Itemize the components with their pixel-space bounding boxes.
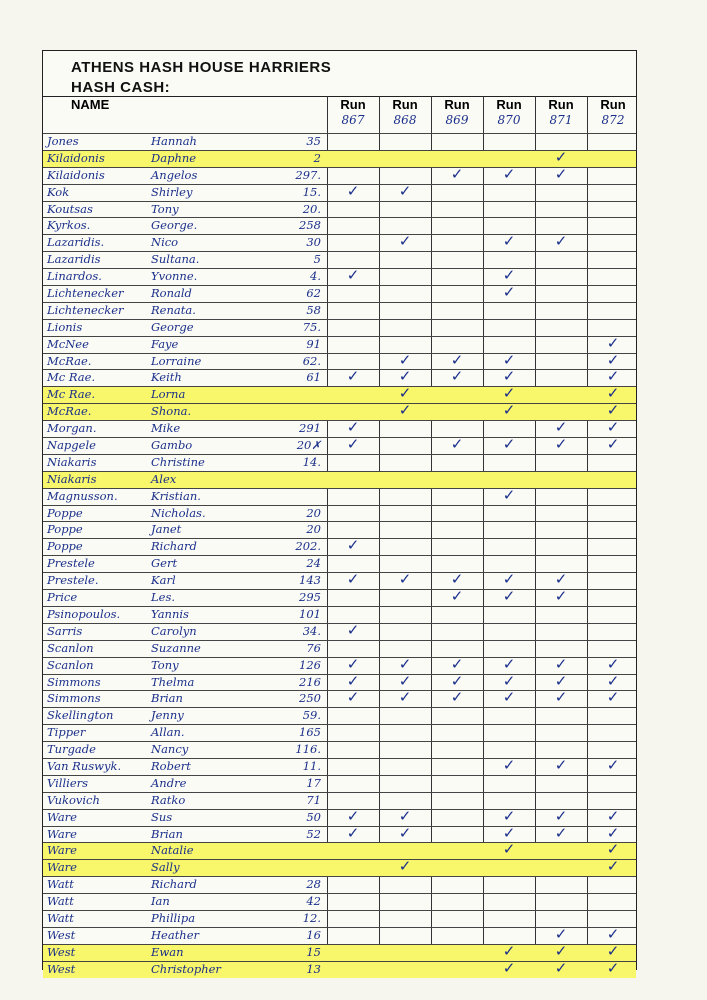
first-name: Heather [151,927,200,942]
attendance-tick-icon: ✓ [502,164,516,183]
attendance-tick-icon: ✓ [502,401,516,420]
first-name: Ian [151,894,170,909]
table-row [43,268,636,285]
table-row [43,538,636,555]
first-name: Alex [151,471,177,486]
first-name: Nicholas. [151,505,206,520]
first-name: Hannah [151,134,197,148]
run-count: 61 [306,370,321,385]
last-name: Tipper [47,725,86,740]
attendance-tick-icon: ✓ [554,164,568,183]
attendance-tick-icon: ✓ [346,570,360,589]
first-name: Shona. [151,404,192,419]
attendance-tick-icon: ✓ [554,941,568,960]
first-name: Ronald [151,286,192,301]
last-name: Mc Rae. [47,387,96,402]
run-count: 76 [306,640,321,655]
attendance-tick-icon: ✓ [502,485,516,504]
last-name: Turgade [47,742,96,757]
attendance-tick-icon: ✓ [606,823,620,842]
first-name: George. [151,218,198,233]
first-name: Brian [151,826,183,841]
table-row [43,876,636,893]
attendance-tick-icon: ✓ [398,857,412,876]
attendance-tick-icon: ✓ [554,147,568,166]
last-name: Watt [47,894,74,909]
first-name: Tony [151,201,179,216]
attendance-tick-icon: ✓ [346,688,360,707]
run-label: Run [340,97,366,112]
first-name: Thelma [151,674,195,689]
attendance-tick-icon: ✓ [606,367,620,386]
run-label: Run [392,97,418,112]
run-count: 59. [302,708,321,723]
run-count: 30 [306,235,321,250]
attendance-tick-icon: ✓ [606,418,620,437]
sheet-subtitle: HASH CASH: [71,79,171,96]
last-name: Kyrkos. [47,218,91,233]
last-name: Lichtenecker [47,286,124,301]
first-name: Ewan [151,944,184,959]
run-header [535,97,587,127]
run-count: 2 [313,150,321,165]
run-count: 28 [306,877,321,892]
run-count: 58 [306,302,321,317]
run-count: 91 [306,336,321,351]
table-row [43,958,636,978]
first-name: Sultana. [151,252,200,267]
run-number: 868 [393,113,417,127]
last-name: Simmons [47,691,101,706]
last-name: West [47,944,76,959]
table-row [43,181,636,201]
table-row [43,386,636,403]
first-name: Christopher [151,961,221,976]
last-name: Niakaris [47,454,97,469]
attendance-tick-icon: ✓ [398,181,412,200]
run-count: 15. [302,184,321,199]
attendance-tick-icon: ✓ [346,671,360,690]
first-name: Robert [151,758,191,773]
attendance-tick-icon: ✓ [606,333,620,352]
attendance-tick-icon: ✓ [346,620,360,639]
first-name: Yvonne. [151,269,198,284]
run-count: 20. [302,201,321,216]
run-label: Run [444,97,470,112]
run-label: Run [548,97,574,112]
last-name: Van Ruswyk. [47,758,122,773]
attendance-tick-icon: ✓ [606,924,620,943]
name-column-header: NAME [71,97,110,112]
attendance-tick-icon: ✓ [554,823,568,842]
attendance-tick-icon: ✓ [502,435,516,454]
attendance-tick-icon: ✓ [346,536,360,555]
attendance-tick-icon: ✓ [398,232,412,251]
attendance-tick-icon: ✓ [606,671,620,690]
first-name: Allan. [151,725,185,740]
last-name: Poppe [47,522,83,537]
first-name: Nancy [151,742,189,757]
last-name: Lichtenecker [47,302,124,317]
run-count: 291 [299,421,321,436]
run-count: 13 [306,961,321,976]
run-number: 872 [601,113,625,127]
attendance-tick-icon: ✓ [346,418,360,437]
run-count: 62. [302,353,321,368]
table-row [43,775,636,792]
attendance-rows [43,133,636,978]
table-row [43,505,636,522]
run-number: 867 [341,113,365,127]
attendance-tick-icon: ✓ [450,367,464,386]
first-name: Natalie [151,843,194,858]
first-name: Angelos [151,167,198,182]
last-name: West [47,927,76,942]
last-name: Watt [47,877,74,892]
first-name: Richard [151,539,197,554]
first-name: Sally [151,860,180,875]
attendance-tick-icon: ✓ [502,587,516,606]
first-name: Carolyn [151,623,197,638]
table-row [43,823,636,843]
run-number: 870 [497,113,521,127]
attendance-tick-icon: ✓ [502,367,516,386]
attendance-tick-icon: ✓ [502,806,516,825]
last-name: Poppe [47,539,83,554]
attendance-tick-icon: ✓ [502,688,516,707]
attendance-tick-icon: ✓ [346,823,360,842]
last-name: Ware [47,809,77,824]
first-name: Richard [151,877,197,892]
attendance-tick-icon: ✓ [554,587,568,606]
attendance-tick-icon: ✓ [398,384,412,403]
run-header [431,97,483,127]
table-row [43,333,636,353]
attendance-tick-icon: ✓ [502,283,516,302]
first-name: Mike [151,421,181,436]
last-name: Ware [47,826,77,841]
attendance-tick-icon: ✓ [554,232,568,251]
table-row [43,724,636,741]
attendance-tick-icon: ✓ [606,806,620,825]
attendance-tick-icon: ✓ [606,941,620,960]
first-name: Lorna [151,387,186,402]
attendance-tick-icon: ✓ [554,418,568,437]
first-name: Nico [151,235,179,250]
attendance-tick-icon: ✓ [346,435,360,454]
run-count: 15 [306,944,321,959]
run-count: 24 [306,556,321,571]
attendance-tick-icon: ✓ [554,806,568,825]
attendance-tick-icon: ✓ [346,367,360,386]
run-count: 165 [299,725,321,740]
run-count: 5 [313,252,321,267]
attendance-tick-icon: ✓ [398,401,412,420]
attendance-tick-icon: ✓ [606,958,620,977]
first-name: Les. [151,590,175,605]
last-name: Psinopoulos. [47,606,121,621]
attendance-tick-icon: ✓ [398,654,412,673]
run-header [327,97,379,127]
attendance-tick-icon: ✓ [502,384,516,403]
last-name: Ware [47,860,77,875]
last-name: Ware [47,843,77,858]
attendance-tick-icon: ✓ [502,232,516,251]
first-name: Faye [151,336,179,351]
attendance-tick-icon: ✓ [554,958,568,977]
attendance-tick-icon: ✓ [450,350,464,369]
attendance-tick-icon: ✓ [554,755,568,774]
attendance-tick-icon: ✓ [398,367,412,386]
sheet-title: ATHENS HASH HOUSE HARRIERS [71,59,332,76]
attendance-tick-icon: ✓ [502,958,516,977]
table-row [43,319,636,336]
attendance-tick-icon: ✓ [398,823,412,842]
table-row [43,842,636,859]
table-row [43,285,636,302]
last-name: Prestele. [47,573,99,588]
first-name: Phillipa [151,910,196,925]
first-name: Gert [151,556,178,571]
last-name: Price [47,590,78,605]
attendance-tick-icon: ✓ [554,671,568,690]
run-header [483,97,535,127]
attendance-tick-icon: ✓ [450,435,464,454]
attendance-tick-icon: ✓ [502,671,516,690]
attendance-tick-icon: ✓ [398,671,412,690]
run-count: 62 [306,286,321,301]
last-name: Niakaris [47,471,97,486]
first-name: George [151,319,194,334]
last-name: Watt [47,910,74,925]
table-row [43,369,636,386]
attendance-tick-icon: ✓ [606,688,620,707]
run-count: 297. [295,167,321,182]
last-name: Scanlon [47,640,94,655]
last-name: Prestele [47,556,95,571]
attendance-tick-icon: ✓ [606,401,620,420]
first-name: Yannis [151,606,189,621]
run-count: 20✗ [296,438,321,453]
last-name: Scanlon [47,657,94,672]
run-count: 20 [306,522,321,537]
table-row [43,755,636,775]
run-count: 35 [306,134,321,148]
last-name: Mc Rae. [47,370,96,385]
attendance-tick-icon: ✓ [502,654,516,673]
last-name: Linardos. [47,269,102,284]
attendance-tick-icon: ✓ [450,164,464,183]
table-row [43,454,636,471]
first-name: Kristian. [151,488,201,503]
table-row [43,589,636,606]
first-name: Gambo [151,438,193,453]
attendance-tick-icon: ✓ [606,350,620,369]
table-row [43,234,636,251]
last-name: Koutsas [47,201,93,216]
attendance-tick-icon: ✓ [606,384,620,403]
run-count: 4. [310,269,321,284]
run-count: 17 [306,775,321,790]
last-name: Lionis [47,319,83,334]
last-name: Magnusson. [47,488,118,503]
last-name: Jones [47,134,79,148]
first-name: Karl [151,573,176,588]
table-row [43,859,636,876]
attendance-tick-icon: ✓ [398,688,412,707]
run-count: 50 [306,809,321,824]
run-count: 20 [306,505,321,520]
run-count: 52 [306,826,321,841]
last-name: Lazaridis [47,252,101,267]
first-name: Christine [151,454,205,469]
attendance-tick-icon: ✓ [398,806,412,825]
last-name: Lazaridis. [47,235,105,250]
attendance-tick-icon: ✓ [346,266,360,285]
table-row [43,620,636,640]
last-name: McRae. [47,353,92,368]
first-name: Suzanne [151,640,201,655]
first-name: Brian [151,691,183,706]
attendance-tick-icon: ✓ [450,570,464,589]
run-count: 250 [299,691,321,706]
attendance-tick-icon: ✓ [502,266,516,285]
first-name: Lorraine [151,353,202,368]
hash-cash-sheet [42,50,637,977]
first-name: Sus [151,809,173,824]
run-count: 101 [299,606,321,621]
run-header [587,97,639,127]
attendance-tick-icon: ✓ [502,823,516,842]
attendance-tick-icon: ✓ [554,688,568,707]
attendance-tick-icon: ✓ [450,654,464,673]
first-name: Renata. [151,302,196,317]
attendance-tick-icon: ✓ [502,350,516,369]
table-row [43,690,636,707]
first-name: Ratko [151,792,186,807]
attendance-tick-icon: ✓ [554,435,568,454]
table-row [43,201,636,218]
last-name: Simmons [47,674,101,689]
run-header [379,97,431,127]
attendance-tick-icon: ✓ [554,654,568,673]
last-name: Kok [47,184,70,199]
last-name: Skellington [47,708,114,723]
first-name: Jenny [151,708,184,723]
run-count: 116. [295,742,321,757]
first-name: Janet [151,522,182,537]
first-name: Shirley [151,184,193,199]
last-name: Napgele [47,438,96,453]
run-number: 871 [549,113,573,127]
last-name: McRae. [47,404,92,419]
table-row [43,485,636,505]
run-count: 216 [299,674,321,689]
attendance-tick-icon: ✓ [502,755,516,774]
run-count: 11. [302,758,321,773]
last-name: McNee [47,336,89,351]
attendance-tick-icon: ✓ [502,570,516,589]
table-row [43,471,636,488]
run-label: Run [496,97,522,112]
last-name: Poppe [47,505,83,520]
attendance-tick-icon: ✓ [346,654,360,673]
first-name: Andre [151,775,187,790]
attendance-tick-icon: ✓ [606,755,620,774]
run-count: 295 [299,590,321,605]
attendance-tick-icon: ✓ [450,587,464,606]
last-name: West [47,961,76,976]
attendance-tick-icon: ✓ [606,840,620,859]
last-name: Villiers [47,775,89,790]
run-count: 258 [299,218,321,233]
run-count: 71 [306,792,321,807]
table-row [43,302,636,319]
first-name: Daphne [151,150,197,165]
run-count: 202. [295,539,321,554]
attendance-tick-icon: ✓ [450,671,464,690]
attendance-tick-icon: ✓ [398,350,412,369]
table-row [43,707,636,724]
last-name: Vukovich [47,792,100,807]
run-count: 75. [302,319,321,334]
run-count: 16 [306,927,321,942]
attendance-tick-icon: ✓ [398,570,412,589]
attendance-tick-icon: ✓ [606,654,620,673]
attendance-tick-icon: ✓ [450,688,464,707]
run-label: Run [600,97,626,112]
last-name: Kilaidonis [47,167,105,182]
last-name: Sarris [47,623,83,638]
run-number: 869 [445,113,469,127]
last-name: Morgan. [47,421,97,436]
last-name: Kilaidonis [47,150,105,165]
attendance-tick-icon: ✓ [554,570,568,589]
attendance-tick-icon: ✓ [606,857,620,876]
run-count: 143 [299,573,321,588]
attendance-tick-icon: ✓ [606,435,620,454]
run-count: 14. [302,454,321,469]
run-count: 12. [302,910,321,925]
attendance-tick-icon: ✓ [346,181,360,200]
attendance-tick-icon: ✓ [346,806,360,825]
run-count: 42 [306,894,321,909]
table-row [43,437,636,454]
table-row [43,893,636,910]
run-count: 34. [302,623,321,638]
attendance-tick-icon: ✓ [554,924,568,943]
first-name: Keith [151,370,182,385]
run-count: 126 [299,657,321,672]
attendance-tick-icon: ✓ [502,941,516,960]
first-name: Tony [151,657,179,672]
attendance-tick-icon: ✓ [502,840,516,859]
